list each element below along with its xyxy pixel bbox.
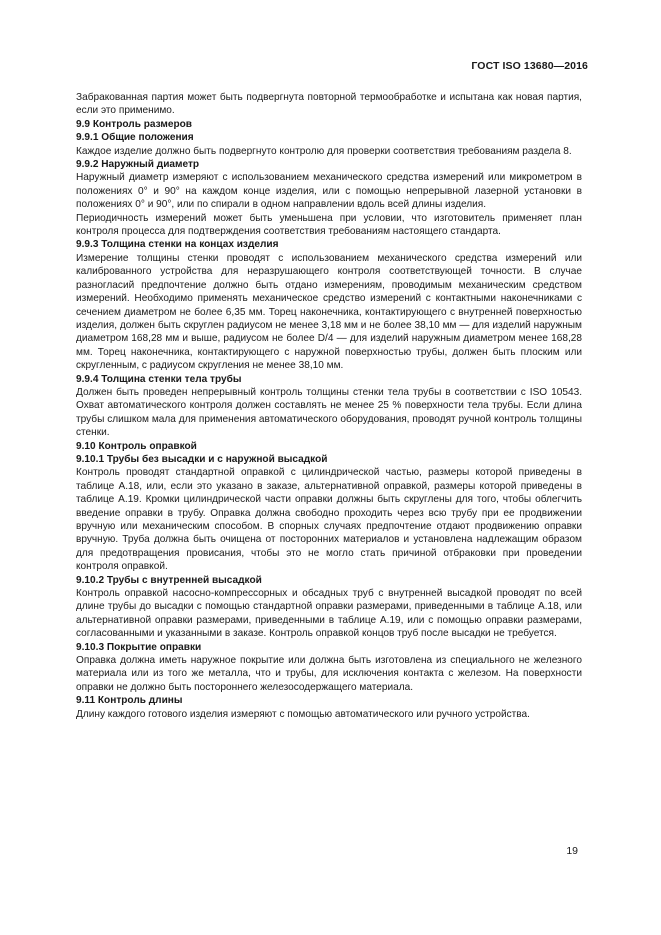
- section-9-9-2-title: 9.9.2 Наружный диаметр: [76, 159, 200, 171]
- section-9-10-title: 9.10 Контроль оправкой: [76, 440, 197, 452]
- section-9-11-paragraph: Длину каждого готового изделия измеряют с помощью автоматического или ручного устройства.: [76, 708, 530, 720]
- section-9-10-1-title: 9.10.1 Трубы без высадки и с наружной высадкой: [76, 453, 328, 465]
- section-9-9-1-paragraph: Каждое изделие должно быть подвергнуто контролю для проверки соответствия требованиям раздела 8.: [76, 145, 572, 157]
- page-number: 19: [566, 845, 578, 857]
- section-9-9-2-paragraph-2: Периодичность измерений может быть уменьшена при условии, что изготовитель применяет план контроля процесса для подтверждения соответствия требованиям настоящего стандарта.: [76, 212, 582, 238]
- section-9-10-2-paragraph: Контроль оправкой насосно-компрессорных и обсадных труб с внутренней высадкой проводят по всей длине трубы до высадки с помощью стандартной оправки размерами, приведенными в таблице А.18, или альтернативной оправки размерами, приведенными в таблице А.19, или с помощью оправки размерами, согласованными и указанными в заказе. Контроль оправкой концов труб после высадки не требуется.: [76, 588, 582, 640]
- intro-paragraph-text: Забракованная партия может быть подвергнута повторной термообработке и испытана как новая партия, если это применимо.: [76, 92, 582, 117]
- section-9-9-title: 9.9 Контроль размеров: [76, 118, 192, 130]
- section-9-10-1-paragraph: Контроль проводят стандартной оправкой с цилиндрической частью, размеры которой приведены в таблице А.18, или, если это указано в заказе, альтернативной оправкой, размеры которой приведены в таблице А.19. Кромки цилиндрической части оправки должны быть скруглены для того, чтобы облегчить введение оправки в трубу. Оправка должна свободно проходить через всю трубу при ее продвижении вручную или механическим способом. В спорных случаях предпочтение отдают продвижению оправки вручную. Труба должна быть очищена от посторонних материалов и установлена надлежащим образом для предотвращения провисания, чтобы это не могло стать причиной отбраковки при проведении контроля оправкой.: [76, 467, 582, 573]
- section-9-9-2-paragraph-1: Наружный диаметр измеряют с использованием механического средства измерений или микрометром в положениях 0° и 90° на каждом конце изделия, или с помощью непрерывной лазерной установки в положениях 0° и 90°, или по спирали в одном направлении вдоль всей длины изделия.: [76, 172, 582, 211]
- section-9-9-4-paragraph: Должен быть проведен непрерывный контроль толщины стенки тела трубы в соответствии с ISO 10543. Охват автоматического контроля должен составлять не менее 25 % поверхности тела трубы. Если длина трубы слишком мала для применения автоматического оборудования, проводят ручной контроль толщины стенки.: [76, 386, 582, 439]
- section-9-10-3-title: 9.10.3 Покрытие оправки: [76, 641, 202, 653]
- section-9-9-3-title: 9.9.3 Толщина стенки на концах изделия: [76, 239, 279, 251]
- document-body: [76, 91, 582, 721]
- section-9-9-3-paragraph: Измерение толщины стенки проводят с использованием механического средства измерений или калиброванного устройства для неразрушающего контроля соответствующей точности. В случае разногласий предпочтение должно быть отдано измерениям, проводимым механическим средством измерений. Необходимо применять механическое средство измерений с контактными наконечниками с сечением диаметром не более 6,35 мм. Торец наконечника, контактирующего с внутренней поверхностью изделия, должен быть скруглен радиусом не менее 3,18 мм и не более 38,10 мм — для изделий наружным диаметром 168,28 мм и выше, радиусом не более D/4 — для изделий наружным диаметром менее 168,28 мм. Торец наконечника, контактирующего с наружной поверхностью трубы, должен быть плоским или скругленным, с радиусом скругления не менее 38,10 мм.: [76, 252, 582, 372]
- document-header-id: ГОСТ ISO 13680—2016: [471, 60, 588, 72]
- section-9-10-3-paragraph: Оправка должна иметь наружное покрытие или должна быть изготовлена из специального не железного материала или из того же металла, что и трубы, для исключения контакта с железом. На поверхности оправки не должно быть постороннего железосодержащего материала.: [76, 655, 582, 693]
- section-9-9-1-title: 9.9.1 Общие положения: [76, 132, 194, 144]
- intro-paragraph: [76, 91, 582, 118]
- section-9-10-2-title: 9.10.2 Трубы с внутренней высадкой: [76, 574, 262, 586]
- section-9-9-4-title: 9.9.4 Толщина стенки тела трубы: [76, 373, 242, 385]
- section-9-11-title: 9.11 Контроль длины: [76, 695, 183, 707]
